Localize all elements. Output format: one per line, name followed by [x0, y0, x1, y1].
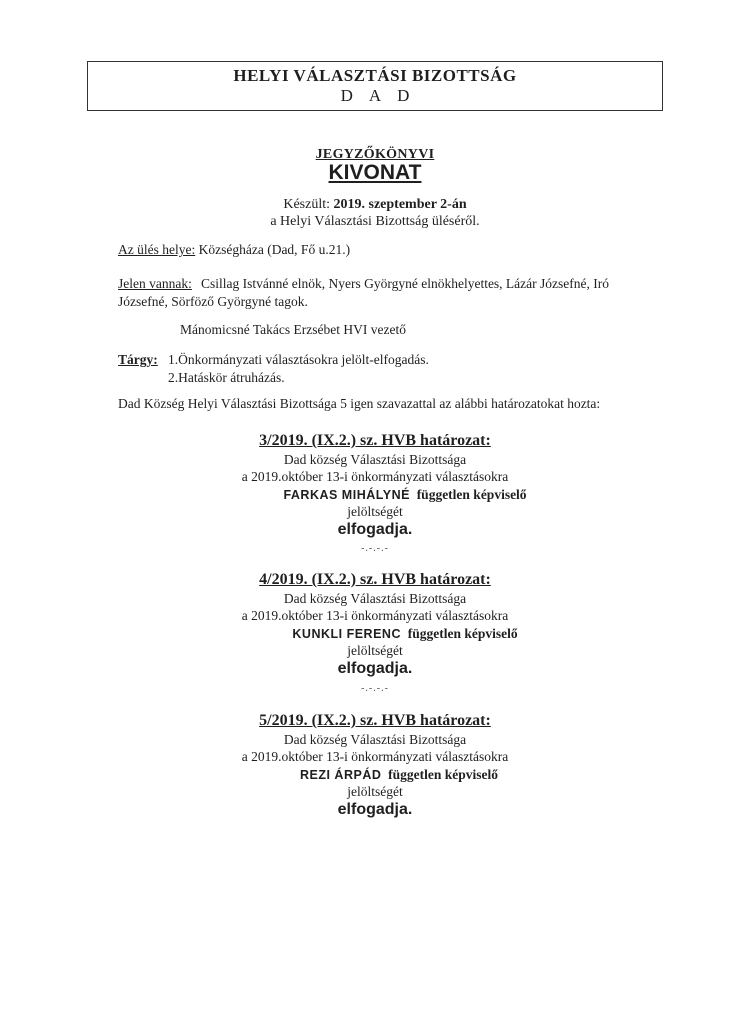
resolution-line3: jelöltségét — [347, 504, 403, 519]
doc-title-line1: JEGYZŐKÖNYVI — [315, 147, 435, 162]
resolution-title: 3/2019. (IX.2.) sz. HVB határozat: — [259, 432, 491, 449]
location-label: Az ülés helye: — [118, 242, 196, 257]
decision-intro: Dad Község Helyi Választási Bizottsága 5 igen szavazattal az alábbi határozatokat hozta: — [118, 396, 601, 411]
resolution-line1: Dad község Választási Bizottsága — [283, 452, 467, 467]
resolution-decision: elfogadja. — [337, 521, 413, 538]
header-box — [87, 61, 663, 111]
resolution-candidate — [24, 767, 750, 783]
candidate-role: független képviselő — [388, 767, 499, 782]
resolution-decision: elfogadja. — [337, 660, 413, 677]
present-value: Csillag Istvánné elnök, Nyers Györgyné elnökhelyettes, Lázár Józsefné, Iró Józsefné, Sörföző Györgyné tagok. — [118, 276, 609, 309]
made-line2: a Helyi Választási Bizottság üléséről. — [270, 214, 480, 229]
meeting-location — [118, 241, 350, 259]
resolution-decision: elfogadja. — [337, 801, 413, 818]
doc-title-line2: KIVONAT — [328, 161, 422, 184]
made-date-line — [0, 197, 750, 213]
subject-label: Tárgy: — [118, 352, 158, 367]
resolution-line2: a 2019.október 13-i önkormányzati választásokra — [241, 749, 509, 764]
resolution-line3: jelöltségét — [347, 784, 403, 799]
resolution-line2: a 2019.október 13-i önkormányzati választásokra — [241, 608, 509, 623]
resolution-separator: -.-.-.- — [361, 543, 389, 554]
candidate-role: független képviselő — [407, 626, 518, 641]
made-prefix: Készült: — [283, 197, 334, 212]
present-label: Jelen vannak: — [118, 276, 192, 291]
made-date: 2019. szeptember 2-án — [333, 197, 467, 212]
candidate-name: REZI ÁRPÁD — [299, 768, 382, 782]
committee-town: DAD — [340, 86, 426, 105]
resolution-line3: jelöltségét — [347, 643, 403, 658]
subject-item-2: 2.Hatáskör átruházás. — [168, 370, 285, 385]
subject-item-1: 1.Önkormányzati választásokra jelölt-elfogadás. — [168, 352, 429, 367]
resolution-title: 4/2019. (IX.2.) sz. HVB határozat: — [259, 571, 491, 588]
committee-title: HELYI VÁLASZTÁSI BIZOTTSÁG — [233, 66, 517, 85]
location-value: Községháza (Dad, Fő u.21.) — [195, 242, 351, 257]
resolution-candidate — [30, 487, 750, 503]
resolution-line2: a 2019.október 13-i önkormányzati választásokra — [241, 469, 509, 484]
resolution-line1: Dad község Választási Bizottsága — [283, 732, 467, 747]
resolution-separator: -.-.-.- — [361, 683, 389, 694]
resolution-title: 5/2019. (IX.2.) sz. HVB határozat: — [259, 712, 491, 729]
resolution-candidate — [30, 626, 750, 642]
candidate-role: független képviselő — [416, 487, 527, 502]
candidate-name: FARKAS MIHÁLYNÉ — [283, 488, 410, 502]
candidate-name: KUNKLI FERENC — [292, 627, 401, 641]
resolution-line1: Dad község Választási Bizottsága — [283, 591, 467, 606]
hvi-leader: Mánomicsné Takács Erzsébet HVI vezető — [180, 322, 406, 337]
